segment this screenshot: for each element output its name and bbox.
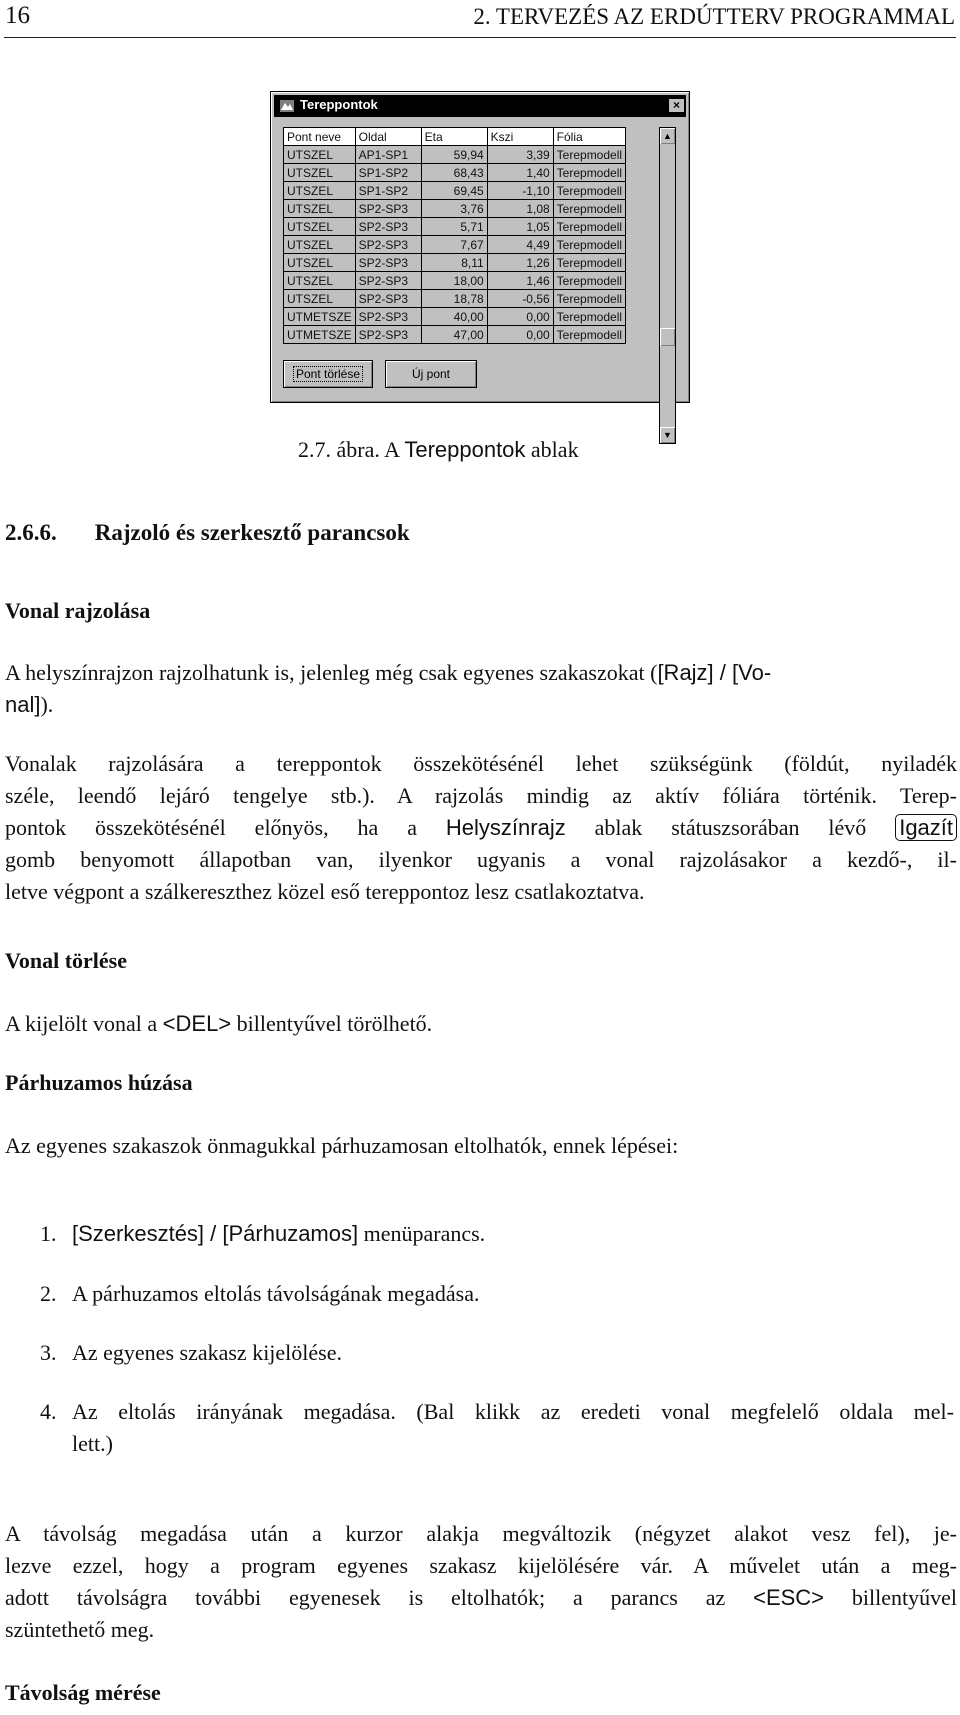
window-title: Tereppontok (300, 97, 378, 112)
figure-caption: 2.7. ábra. A Tereppontok ablak (298, 437, 579, 462)
table-cell[interactable]: Terepmodell (553, 200, 625, 218)
table-cell[interactable]: SP2-SP3 (355, 254, 421, 272)
page-number: 16 (5, 2, 30, 29)
column-header[interactable]: Oldal (355, 128, 421, 146)
table-cell[interactable]: SP2-SP3 (355, 308, 421, 326)
table-cell[interactable]: 5,71 (421, 218, 487, 236)
table-row[interactable] (284, 254, 626, 272)
paragraph-torles: A kijelölt vonal a <DEL> billentyűvel törölhető. (5, 1011, 433, 1036)
table-cell[interactable]: UTSZEL (284, 290, 356, 308)
table-cell[interactable]: 0,00 (487, 308, 553, 326)
paragraph-parhuzamos-intro: Az egyenes szakaszok önmagukkal párhuzamosan eltolhatók, ennek lépései: (5, 1133, 679, 1158)
delete-point-label: Pont törlése (293, 366, 363, 382)
table-row[interactable] (284, 290, 626, 308)
scroll-down-icon[interactable]: ▼ (660, 427, 675, 443)
table-cell[interactable]: 40,00 (421, 308, 487, 326)
table-cell[interactable]: Terepmodell (553, 164, 625, 182)
table-cell[interactable]: SP1-SP2 (355, 164, 421, 182)
table-cell[interactable]: Terepmodell (553, 290, 625, 308)
caption-window-name: Tereppontok (404, 437, 526, 462)
table-cell[interactable]: Terepmodell (553, 236, 625, 254)
table-cell[interactable]: 59,94 (421, 146, 487, 164)
heading-tavolsag-merese: Távolság mérése (5, 1680, 161, 1705)
table-cell[interactable]: SP2-SP3 (355, 326, 421, 344)
vertical-scrollbar[interactable] (659, 127, 676, 444)
table-cell[interactable]: SP2-SP3 (355, 236, 421, 254)
heading-vonal-rajzolasa: Vonal rajzolása (5, 598, 151, 623)
table-row[interactable] (284, 200, 626, 218)
heading-vonal-torlese: Vonal törlése (5, 948, 128, 973)
paragraph-rajz-1: A helyszínrajzon rajzolhatunk is, jelenleg még csak egyenes szakaszokat ([Rajz] / [Vo- nal]). (5, 660, 772, 717)
table-cell[interactable]: AP1-SP1 (355, 146, 421, 164)
table-row[interactable] (284, 326, 626, 344)
table-cell[interactable]: UTSZEL (284, 164, 356, 182)
table-row[interactable] (284, 146, 626, 164)
table-cell[interactable]: Terepmodell (553, 254, 625, 272)
table-row[interactable] (284, 182, 626, 200)
close-icon[interactable]: × (668, 98, 685, 113)
column-header[interactable]: Eta (421, 128, 487, 146)
table-cell[interactable]: Terepmodell (553, 308, 625, 326)
table-row[interactable] (284, 164, 626, 182)
table-cell[interactable]: 0,00 (487, 326, 553, 344)
del-key-ref: <DEL> (162, 1011, 232, 1036)
table-cell[interactable]: -1,10 (487, 182, 553, 200)
section-heading: 2.6.6. Rajzoló és szerkesztő parancsok (5, 520, 410, 545)
column-header[interactable]: Kszi (487, 128, 553, 146)
paragraph-rajz-2: Vonalak rajzolására a tereppontok összekötésénél lehet szükségünk (földút, nyiladék széle, leendő lejáró tengelye stb.). A rajzolás mindig az aktív fóliára történik. Terep- pontok összekötésénél előnyös, ha a Helyszínrajz ablak státuszsorában lévő Igazít gomb benyomott állapotban van, ilyenkor ugyanis a vonal rajzolásakor a kezdő-, il- letve végpont a szálkereszthez közel eső tereppontoz lesz csatlakoztatva. (5, 751, 957, 904)
table-cell[interactable]: SP2-SP3 (355, 272, 421, 290)
table-cell[interactable]: 3,39 (487, 146, 553, 164)
table-cell[interactable]: 1,26 (487, 254, 553, 272)
new-point-button[interactable]: Új pont (385, 360, 477, 388)
table-cell[interactable]: SP2-SP3 (355, 218, 421, 236)
menu-path-rajz-vonal: [Rajz] / [Vo- (657, 660, 772, 685)
table-cell[interactable]: SP1-SP2 (355, 182, 421, 200)
menu-path-parhuzamos: [Szerkesztés] / [Párhuzamos] (72, 1221, 359, 1246)
table-cell[interactable]: Terepmodell (553, 218, 625, 236)
table-cell[interactable]: UTSZEL (284, 200, 356, 218)
table-cell[interactable]: UTSZEL (284, 272, 356, 290)
table-cell[interactable]: 8,11 (421, 254, 487, 272)
table-cell[interactable]: 68,43 (421, 164, 487, 182)
helyszinrajz-window-ref: Helyszínrajz (445, 815, 566, 840)
table-cell[interactable]: 18,78 (421, 290, 487, 308)
table-cell[interactable]: UTSZEL (284, 254, 356, 272)
paragraph-parhuzamos-2: A távolság megadása után a kurzor alakja megváltozik (négyzet alakot vesz fel), je- lezve ezzel, hogy a program egyenes szakasz kijelölésére vár. A művelet után a meg- adott távolságra további egyenesek is eltolhatók; a parancs az <ESC> billentyűvel szüntethető meg. (5, 1521, 957, 1642)
table-cell[interactable]: SP2-SP3 (355, 290, 421, 308)
chapter-title: 2. TERVEZÉS AZ ERDÚTTERV PROGRAMMAL (473, 4, 955, 29)
table-cell[interactable]: 1,46 (487, 272, 553, 290)
table-row[interactable] (284, 218, 626, 236)
table-cell[interactable]: UTSZEL (284, 182, 356, 200)
table-cell[interactable]: 47,00 (421, 326, 487, 344)
column-header[interactable]: Pont neve (284, 128, 356, 146)
table-cell[interactable]: 1,08 (487, 200, 553, 218)
table-cell[interactable]: Terepmodell (553, 182, 625, 200)
table-cell[interactable]: 1,40 (487, 164, 553, 182)
scroll-up-icon[interactable]: ▲ (660, 128, 675, 144)
table-row[interactable] (284, 236, 626, 254)
window-titlebar[interactable] (274, 95, 686, 117)
points-grid (283, 127, 626, 344)
heading-parhuzamos: Párhuzamos húzása (5, 1070, 193, 1095)
table-cell[interactable]: UTSZEL (284, 146, 356, 164)
table-cell[interactable]: UTSZEL (284, 218, 356, 236)
esc-key-ref: <ESC> (753, 1585, 825, 1610)
table-row[interactable] (284, 308, 626, 326)
table-row[interactable] (284, 272, 626, 290)
table-cell[interactable]: 1,05 (487, 218, 553, 236)
table-cell[interactable]: 3,76 (421, 200, 487, 218)
column-header[interactable]: Fólia (553, 128, 625, 146)
list-item-4: 4. Az eltolás irányának megadása. (Bal klikk az eredeti vonal megfelelő oldala mel- lett.) (40, 1399, 954, 1456)
tereppontok-window (270, 91, 690, 440)
table-cell[interactable]: UTMETSZE (284, 326, 356, 344)
app-icon (279, 98, 295, 114)
delete-point-button[interactable] (283, 360, 373, 388)
table-cell[interactable]: UTSZEL (284, 236, 356, 254)
table-cell[interactable]: -0,56 (487, 290, 553, 308)
points-table (283, 127, 659, 444)
table-cell[interactable]: Terepmodell (553, 326, 625, 344)
table-cell[interactable]: 4,49 (487, 236, 553, 254)
table-cell[interactable]: SP2-SP3 (355, 200, 421, 218)
header-rule (4, 37, 956, 38)
table-cell[interactable]: 7,67 (421, 236, 487, 254)
table-cell[interactable]: UTMETSZE (284, 308, 356, 326)
scroll-thumb[interactable] (660, 328, 675, 346)
table-cell[interactable]: 18,00 (421, 272, 487, 290)
igazit-button-ref: Igazít (895, 814, 957, 841)
table-cell[interactable]: Terepmodell (553, 272, 625, 290)
table-cell[interactable]: Terepmodell (553, 146, 625, 164)
table-cell[interactable]: 69,45 (421, 182, 487, 200)
